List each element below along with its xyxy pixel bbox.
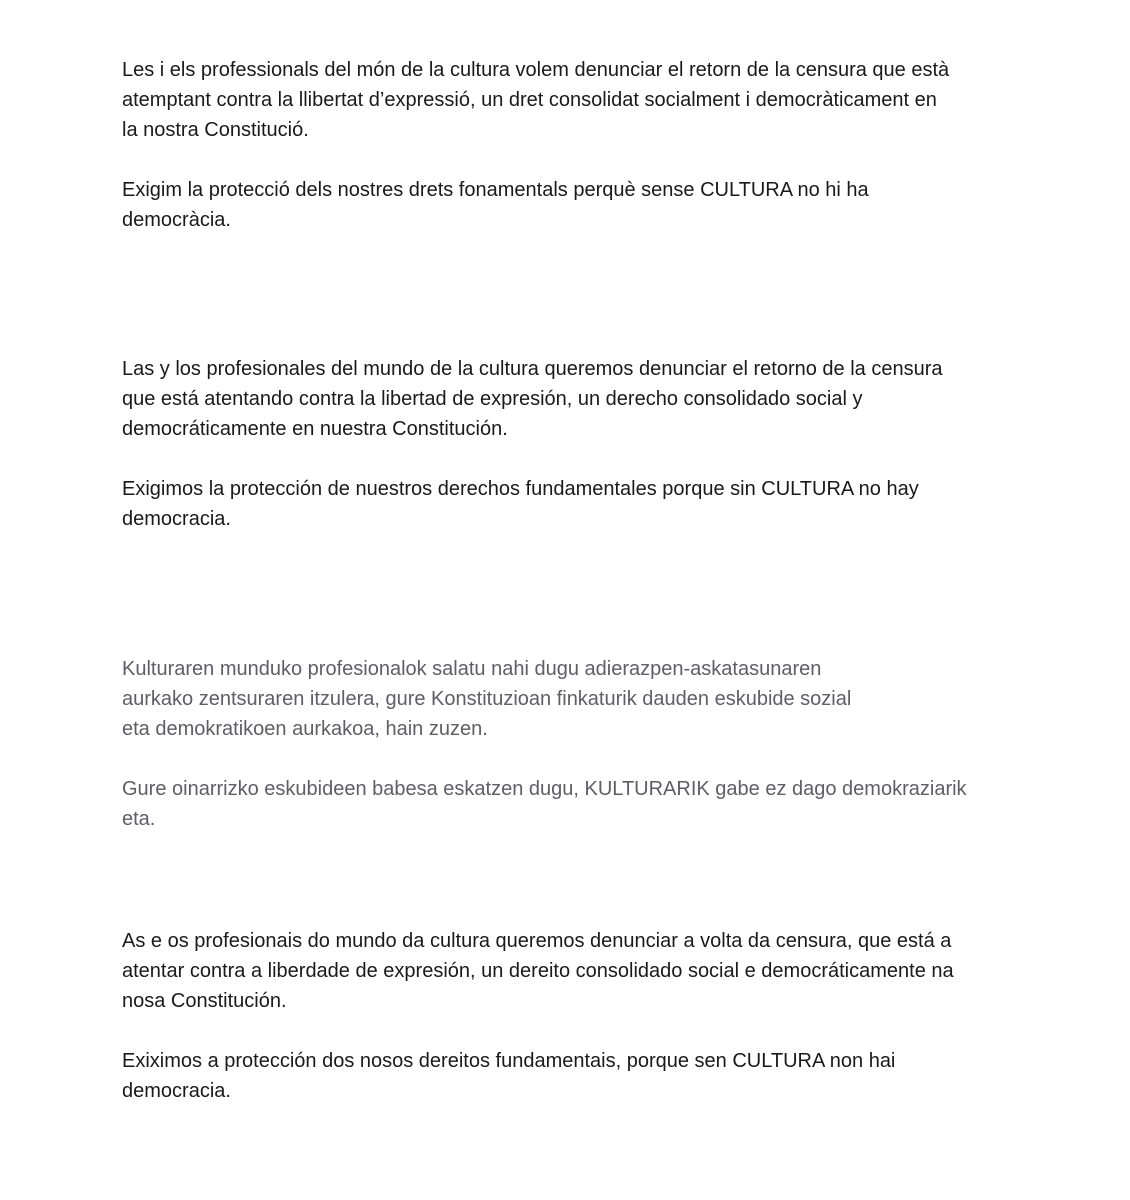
galician-statement-block	[122, 926, 1082, 1106]
galician-demand-paragraph: Exiximos a protección dos nosos dereitos fundamentais, porque sen CULTURA non hai democracia.	[122, 1050, 896, 1102]
spanish-statement-block	[122, 354, 1082, 534]
spanish-demand-paragraph: Exigimos la protección de nuestros derechos fundamentales porque sin CULTURA no hay democracia.	[122, 478, 919, 530]
spanish-statement-paragraph: Las y los profesionales del mundo de la cultura queremos denunciar el retorno de la censura que está atentando contra la libertad de expresión, un derecho consolidado social y democráticamente en nuestra Constitución.	[122, 358, 943, 440]
basque-statement-block	[122, 654, 1082, 834]
basque-statement-paragraph: Kulturaren munduko profesionalok salatu nahi dugu adierazpen-askatasunaren aurkako zentsuraren itzulera, gure Konstituzioan finkaturik dauden eskubide sozial eta demokratikoen aurkakoa, hain zuzen.	[122, 658, 852, 740]
catalan-demand-paragraph: Exigim la protecció dels nostres drets fonamentals perquè sense CULTURA no hi ha democràcia.	[122, 179, 869, 231]
catalan-statement-block	[122, 55, 1082, 235]
basque-demand-paragraph: Gure oinarrizko eskubideen babesa eskatzen dugu, KULTURARIK gabe ez dago demokraziarik eta.	[122, 778, 967, 830]
galician-statement-paragraph: As e os profesionais do mundo da cultura queremos denunciar a volta da censura, que está a atentar contra a liberdade de expresión, un dereito consolidado social e democráticamente na nosa Constitución.	[122, 930, 954, 1012]
catalan-statement-paragraph: Les i els professionals del món de la cultura volem denunciar el retorn de la censura que està atemptant contra la llibertat d’expressió, un dret consolidat socialment i democràticament en la nostra Constitució.	[122, 59, 950, 141]
